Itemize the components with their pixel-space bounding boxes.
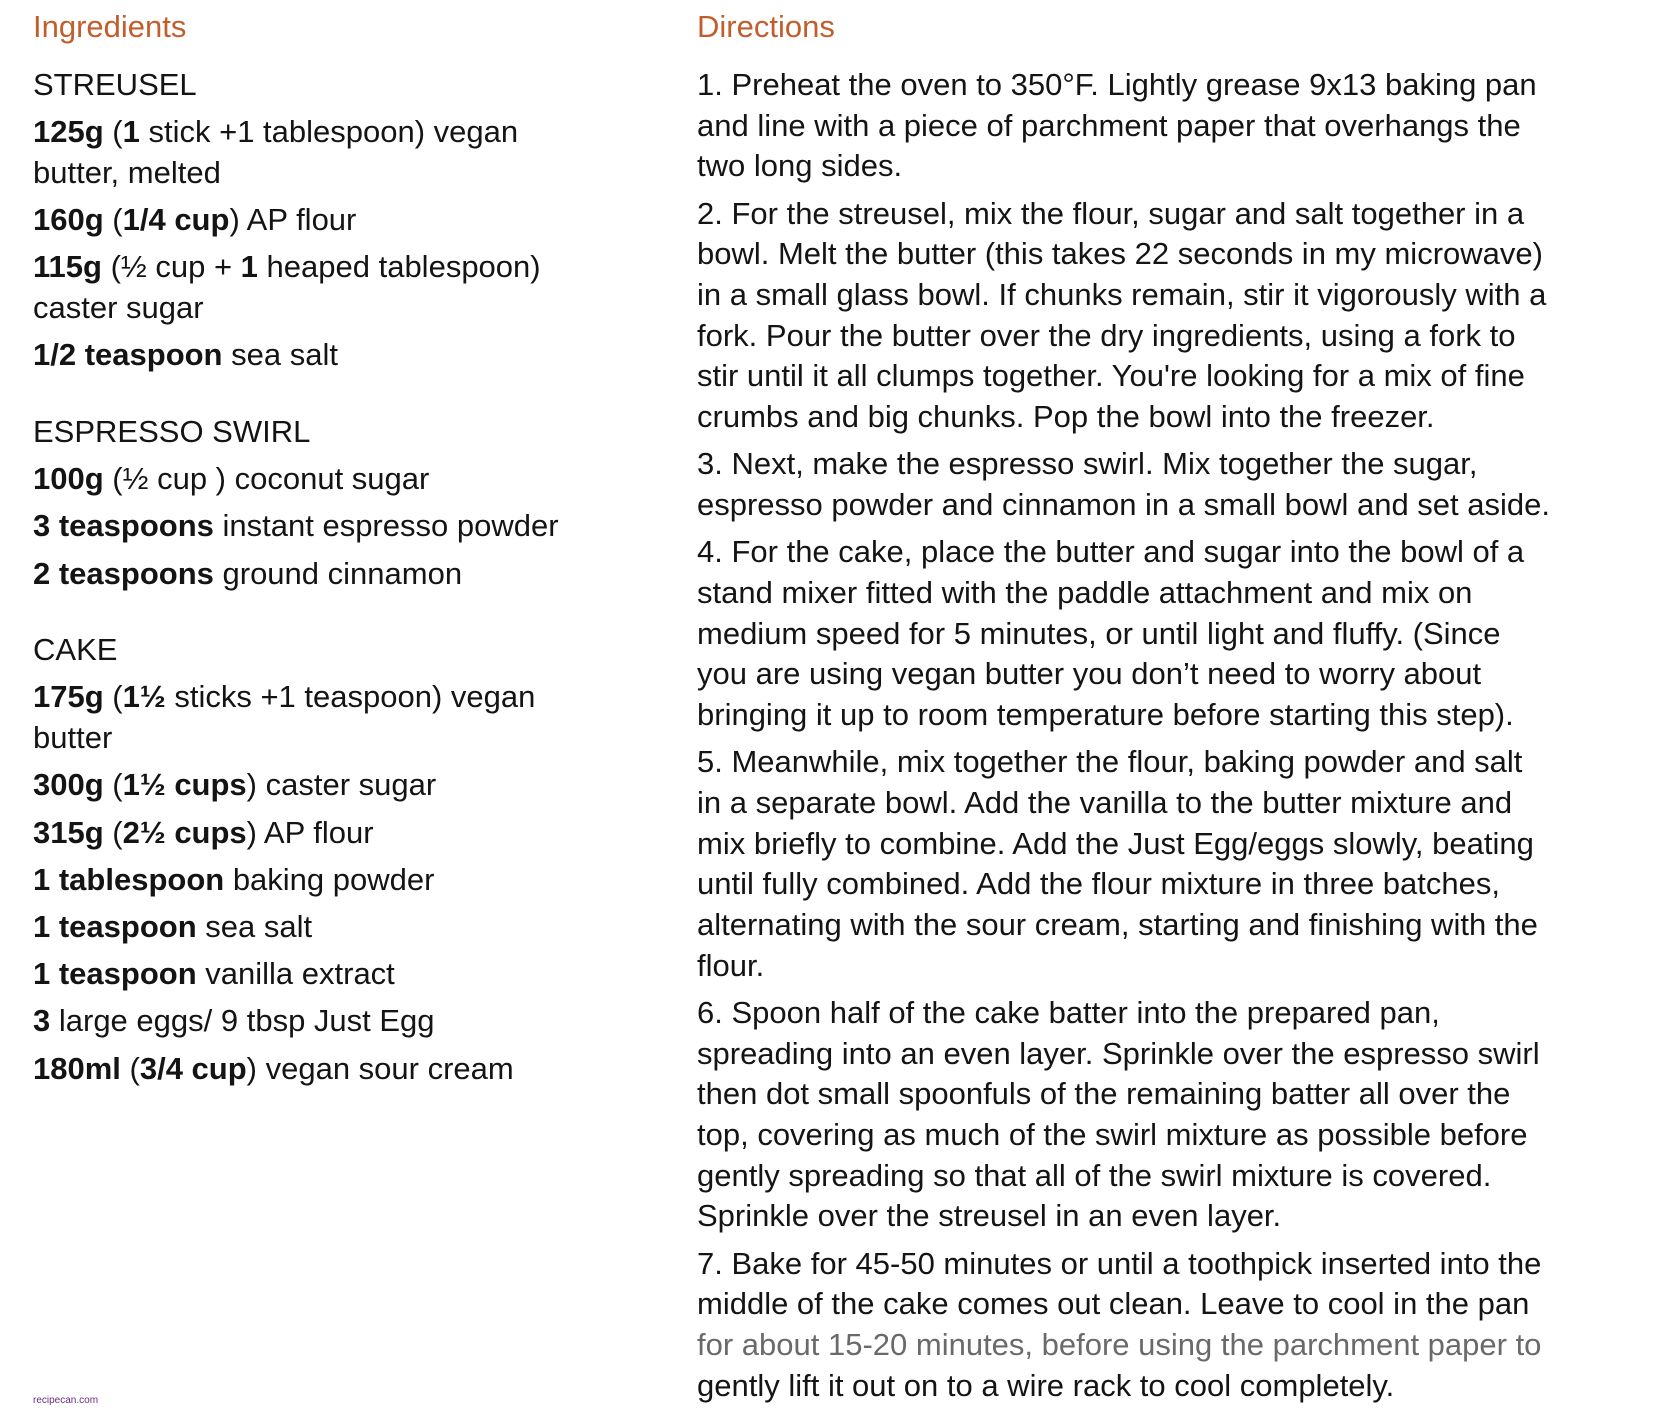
ingredient-line (33, 1049, 653, 1090)
ingredient-item (33, 247, 653, 328)
ingredient-item (33, 813, 653, 854)
ingredient-line (33, 112, 653, 153)
ingredient-text: ( (103, 114, 123, 150)
ingredient-sections (33, 65, 653, 1089)
ingredients-column (33, 7, 653, 1096)
step-line: medium speed for 5 minutes, or until light and fluffy. (Since (697, 615, 1501, 651)
ingredient-amount: 115g (33, 249, 102, 285)
ingredient-line (33, 765, 653, 806)
step-line: bowl. Melt the butter (this takes 22 seconds in my microwave) (697, 236, 1543, 272)
ingredient-line (33, 459, 653, 500)
ingredient-text: vanilla extract (196, 956, 395, 992)
step-line: 3. Next, make the espresso swirl. Mix together the sugar, (697, 446, 1478, 482)
ingredient-amount: 100g (33, 461, 104, 497)
step-line: until fully combined. Add the flour mixture in three batches, (697, 866, 1500, 902)
directions-column (697, 7, 1657, 1413)
step-line: 5. Meanwhile, mix together the flour, baking powder and salt (697, 744, 1523, 780)
ingredient-item (33, 1001, 653, 1042)
directions-heading: Directions (697, 9, 835, 44)
ingredient-text: sea salt (222, 337, 338, 373)
direction-steps (697, 65, 1657, 1407)
direction-step (697, 742, 1657, 986)
step-line: then dot small spoonfuls of the remaining batter all over the (697, 1076, 1511, 1112)
step-line: gently spreading so that all of the swirl mixture is covered. (697, 1157, 1492, 1193)
ingredient-line (33, 200, 653, 241)
ingredient-item (33, 765, 653, 806)
ingredient-line (33, 247, 653, 288)
ingredients-heading: Ingredients (33, 9, 187, 44)
direction-step (697, 444, 1657, 525)
direction-step (697, 532, 1657, 736)
ingredient-text: ) vegan sour cream (246, 1050, 514, 1086)
section-title: ESPRESSO SWIRL (33, 413, 311, 449)
direction-step (697, 194, 1657, 438)
ingredient-amount: 180ml (33, 1050, 121, 1086)
ingredient-text: butter, melted (33, 154, 221, 190)
step-line: two long sides. (697, 148, 903, 184)
ingredient-amount: 1/2 teaspoon (33, 337, 223, 373)
ingredient-amount: 1/4 cup (122, 202, 230, 238)
step-line: mix briefly to combine. Add the Just Egg/eggs slowly, beating (697, 825, 1534, 861)
ingredient-amount: 175g (33, 679, 104, 715)
ingredient-line (33, 813, 653, 854)
ingredient-text: (½ cup ) coconut sugar (103, 461, 430, 497)
ingredient-text: caster sugar (33, 290, 204, 326)
step-line: top, covering as much of the swirl mixture as possible before (697, 1117, 1528, 1153)
ingredient-amount: 3 teaspoons (33, 508, 214, 544)
step-line: middle of the cake comes out clean. Leave to cool in the pan (697, 1286, 1530, 1322)
section-title: STREUSEL (33, 67, 197, 102)
ingredient-line (33, 335, 653, 376)
section-title: CAKE (33, 632, 118, 668)
ingredient-text: ) AP flour (246, 814, 374, 850)
step-line: stir until it all clumps together. You're looking for a mix of fine (697, 358, 1525, 394)
ingredient-item (33, 860, 653, 901)
step-line: 2. For the streusel, mix the flour, sugar and salt together in a (697, 195, 1525, 231)
ingredient-amount: 2½ cups (122, 814, 247, 850)
ingredient-line (33, 1001, 653, 1042)
ingredient-section (33, 630, 653, 1089)
step-line: gently lift it out on to a wire rack to cool completely. (697, 1367, 1395, 1403)
ingredient-item (33, 112, 653, 193)
ingredient-text: instant espresso powder (213, 508, 559, 544)
ingredient-text: heaped tablespoon) (257, 249, 541, 285)
step-line: for about 15-20 minutes, before using the parchment paper to (697, 1327, 1542, 1363)
step-line: and line with a piece of parchment paper that overhangs the (697, 107, 1521, 143)
ingredient-amount: 300g (33, 767, 104, 803)
ingredient-text: sea salt (196, 908, 313, 944)
ingredient-item (33, 954, 653, 995)
step-line: 6. Spoon half of the cake batter into the prepared pan, (697, 994, 1440, 1030)
ingredient-text: ) AP flour (229, 202, 357, 238)
ingredient-line (33, 288, 653, 329)
step-line: you are using vegan butter you don’t need to worry about (697, 656, 1482, 692)
ingredient-amount: 2 teaspoons (33, 555, 214, 591)
ingredient-text: baking powder (224, 861, 435, 897)
ingredient-line (33, 718, 653, 759)
direction-step (697, 65, 1657, 187)
step-line: crumbs and big chunks. Pop the bowl into the freezer. (697, 399, 1435, 435)
ingredient-item (33, 907, 653, 948)
ingredient-line (33, 677, 653, 718)
ingredient-amount: 1 (122, 114, 140, 150)
step-line: stand mixer fitted with the paddle attachment and mix on (697, 574, 1473, 610)
ingredient-line (33, 153, 653, 194)
ingredient-text: butter (33, 720, 113, 756)
ingredient-text: large eggs/ 9 tbsp Just Egg (50, 1003, 435, 1039)
ingredient-amount: 1½ cups (122, 767, 247, 803)
ingredient-text: ground cinnamon (213, 555, 463, 591)
ingredient-line (33, 554, 653, 595)
ingredient-text: ( (103, 767, 123, 803)
step-line: 1. Preheat the oven to 350°F. Lightly grease 9x13 baking pan (697, 67, 1537, 102)
ingredient-item (33, 554, 653, 595)
step-line: bringing it up to room temperature before starting this step). (697, 697, 1514, 733)
ingredient-amount: 1 teaspoon (33, 908, 197, 944)
ingredient-text: ( (120, 1050, 140, 1086)
ingredient-item (33, 335, 653, 376)
ingredient-amount: 160g (33, 202, 104, 238)
ingredient-text: ( (103, 814, 123, 850)
ingredient-line (33, 954, 653, 995)
ingredient-item (33, 459, 653, 500)
ingredient-amount: 1 tablespoon (33, 861, 225, 897)
step-line: 7. Bake for 45-50 minutes or until a toothpick inserted into the (697, 1245, 1542, 1281)
step-line: in a separate bowl. Add the vanilla to the butter mixture and (697, 784, 1513, 820)
ingredient-line (33, 860, 653, 901)
ingredient-section (33, 412, 653, 594)
ingredient-text: ( (103, 202, 123, 238)
ingredient-text: ( (103, 679, 123, 715)
step-line: 4. For the cake, place the butter and sugar into the bowl of a (697, 534, 1525, 570)
ingredient-text: (½ cup + (101, 249, 241, 285)
ingredient-amount: 3/4 cup (139, 1050, 247, 1086)
ingredient-line (33, 907, 653, 948)
ingredient-amount: 1 (240, 249, 258, 285)
step-line: espresso powder and cinnamon in a small bowl and set aside. (697, 487, 1550, 523)
step-line: fork. Pour the butter over the dry ingredients, using a fork to (697, 317, 1516, 353)
ingredient-text: stick +1 tablespoon) vegan (139, 114, 519, 150)
ingredient-amount: 1½ (122, 679, 166, 715)
ingredient-amount: 1 teaspoon (33, 956, 197, 992)
ingredient-line (33, 506, 653, 547)
step-line: spreading into an even layer. Sprinkle over the espresso swirl (697, 1035, 1540, 1071)
direction-step (697, 1244, 1657, 1407)
direction-step (697, 993, 1657, 1237)
watermark: recipecan.com (33, 1395, 99, 1406)
ingredient-item (33, 677, 653, 758)
ingredient-amount: 125g (33, 114, 104, 150)
step-line: flour. (697, 947, 765, 983)
ingredient-item (33, 1049, 653, 1090)
ingredient-text: sticks +1 teaspoon) vegan (165, 679, 536, 715)
ingredient-section (33, 65, 653, 376)
step-line: in a small glass bowl. If chunks remain, stir it vigorously with a (697, 277, 1547, 313)
ingredient-amount: 3 (33, 1003, 51, 1039)
step-line: alternating with the sour cream, starting and finishing with the (697, 907, 1538, 943)
ingredient-text: ) caster sugar (246, 767, 437, 803)
step-line: Sprinkle over the streusel in an even layer. (697, 1198, 1282, 1234)
ingredient-item (33, 506, 653, 547)
ingredient-item (33, 200, 653, 241)
ingredient-amount: 315g (33, 814, 104, 850)
